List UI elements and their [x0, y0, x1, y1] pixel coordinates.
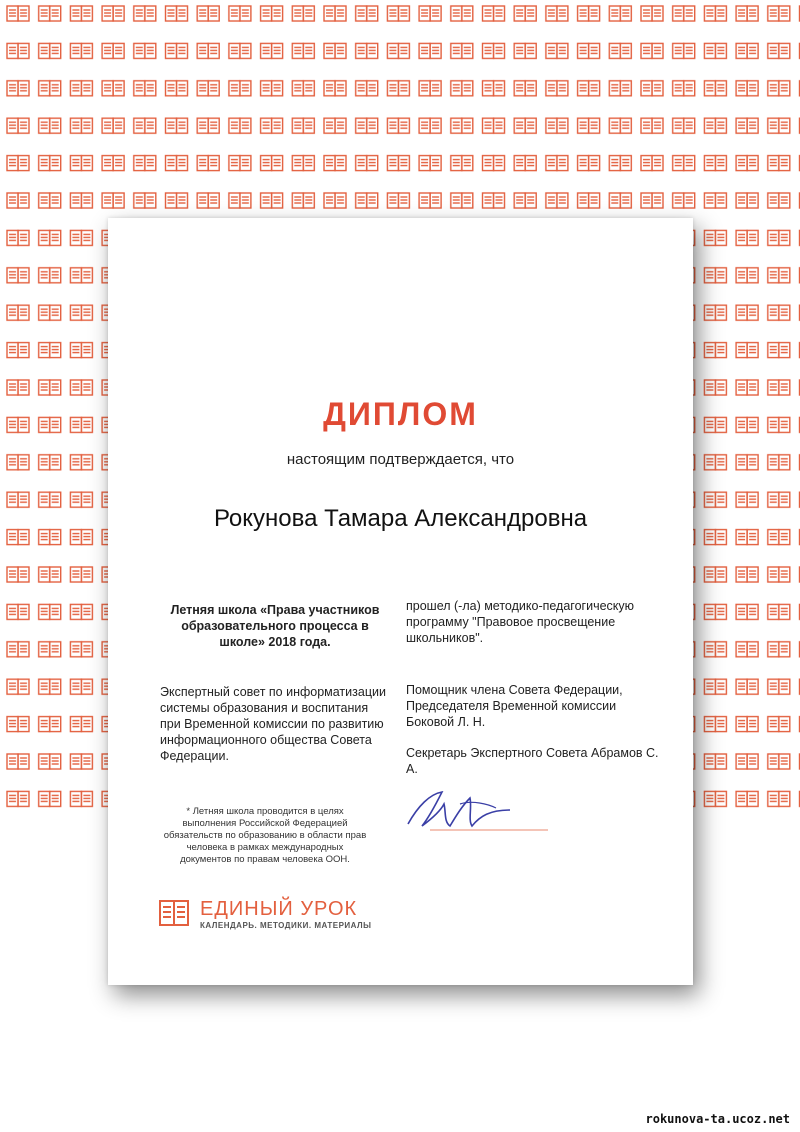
diploma-subtitle: настоящим подтверждается, что: [286, 451, 515, 468]
logo-tagline: КАЛЕНДАРЬ. МЕТОДИКИ. МАТЕРИАЛЫ: [200, 921, 372, 930]
site-watermark: rokunova-ta.ucoz.net: [645, 1112, 790, 1126]
recipient-name: Рокунова Тамара Александровна: [213, 505, 588, 532]
council-text: Экспертный совет по информатизации системы образования и воспитания при Временной комиссии по развитию информационного общества Совета Федерации.: [160, 685, 386, 763]
logo-title: ЕДИНЫЙ УРОК: [200, 898, 358, 920]
assistant-text: Помощник члена Совета Федерации, Председателя Временной комиссии Боковой Л. Н.: [406, 683, 623, 729]
program-text: прошел (-ла) методико-педагогическую программу "Правовое просвещение школьников".: [406, 599, 635, 645]
footnote: * Летняя школа проводится в целях выполнения Российской Федерацией обязательств по образованию в области прав человека в рамках международных документов по правам человека ООН.: [163, 806, 367, 865]
diploma-title: ДИПЛОМ: [323, 396, 478, 432]
diploma-sheet: [108, 218, 693, 985]
secretary-text: Секретарь Экспертного Совета Абрамов С. А.: [406, 746, 659, 776]
edinyi-urok-logo: [158, 898, 378, 934]
book-icon: [158, 898, 192, 928]
school-name: Летняя школа «Права участников образовательного процесса в школе» 2018 года.: [170, 603, 380, 649]
signature-image: [400, 786, 550, 836]
